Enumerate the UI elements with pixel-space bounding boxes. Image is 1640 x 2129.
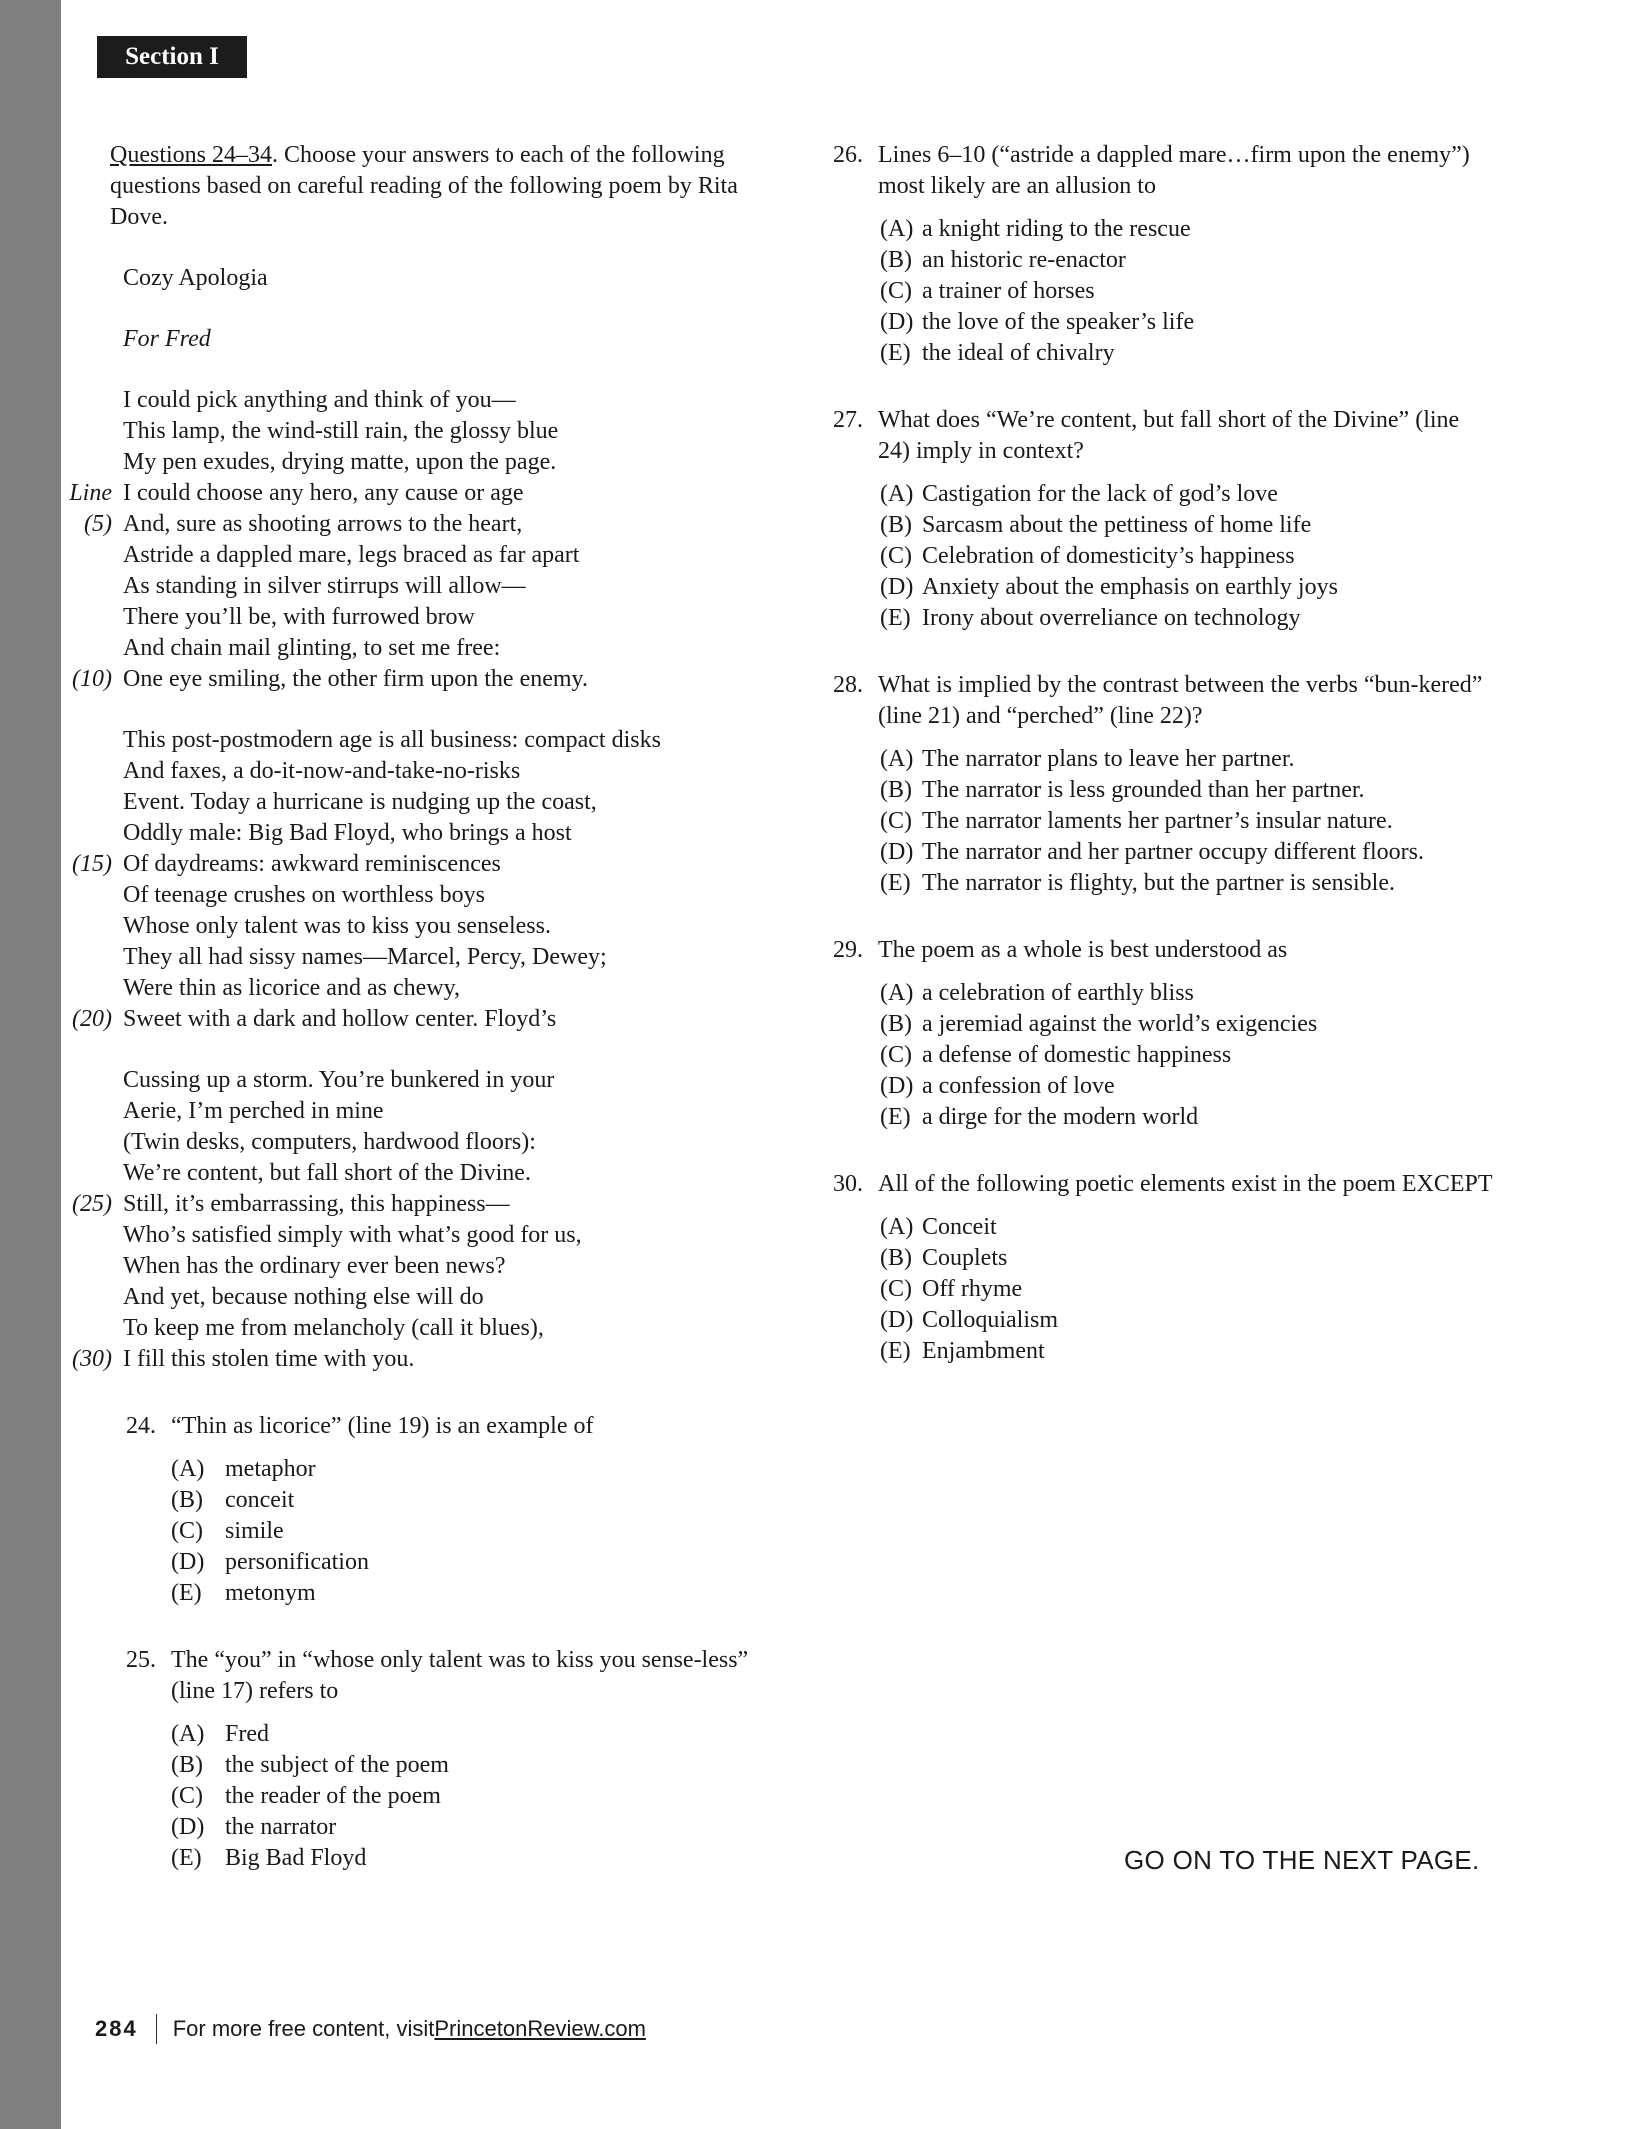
answer-choice[interactable]: [833, 510, 1493, 541]
answer-choice[interactable]: [833, 572, 1493, 603]
question-stem: [833, 405, 1493, 467]
choice-letter: (D): [880, 1073, 914, 1099]
poem-line: [62, 1189, 782, 1220]
question-number: 28.: [833, 672, 863, 698]
question-text: The poem as a whole is best understood as: [878, 937, 1288, 963]
answer-choice[interactable]: [126, 1750, 776, 1781]
choice-letter: (C): [880, 278, 912, 304]
choice-letter: (E): [880, 340, 911, 366]
choice-letter: (D): [880, 309, 914, 335]
choice-letter: (B): [880, 1245, 912, 1271]
choice-letter: (B): [880, 247, 912, 273]
choice-text: Celebration of domesticity’s happiness: [922, 543, 1295, 569]
poem-line: [62, 1127, 782, 1158]
choice-text: The narrator plans to leave her partner.: [922, 746, 1295, 772]
poem-stanza: [62, 1065, 782, 1375]
question-28: [833, 670, 1493, 899]
choice-letter: (A): [171, 1456, 205, 1482]
poem-line: [62, 880, 782, 911]
poem-line: [62, 602, 782, 633]
question-stem: [126, 1645, 776, 1707]
answer-choice[interactable]: [126, 1578, 776, 1609]
choice-letter: (B): [880, 1011, 912, 1037]
poem-body: [62, 385, 782, 1375]
right-column: [833, 140, 1493, 1367]
choice-text: conceit: [225, 1487, 295, 1513]
answer-choice[interactable]: [833, 806, 1493, 837]
choice-text: a trainer of horses: [922, 278, 1095, 304]
answer-choices: [126, 1454, 776, 1609]
question-text: Lines 6–10 (“astride a dappled mare…firm upon the enemy”) most likely are an allusion to: [878, 142, 1470, 199]
poem-line-text: As standing in silver stirrups will allow—: [123, 573, 526, 599]
questions-range: Questions 24–34: [110, 142, 272, 168]
choice-letter: (A): [880, 216, 914, 242]
choice-letter: (D): [171, 1814, 205, 1840]
question-text: What is implied by the contrast between the verbs “bun-kered” (line 21) and “perched” (line 22)?: [878, 672, 1483, 729]
choice-letter: (B): [880, 777, 912, 803]
choice-text: Enjambment: [922, 1338, 1045, 1364]
poem-line-text: Oddly male: Big Bad Floyd, who brings a host: [123, 820, 572, 846]
poem-line-text: Of daydreams: awkward reminiscences: [123, 851, 501, 877]
poem-line-text: Event. Today a hurricane is nudging up the coast,: [123, 789, 597, 815]
question-24: [126, 1411, 776, 1609]
poem-line-text: My pen exudes, drying matte, upon the page.: [123, 449, 557, 475]
right-questions: [833, 140, 1493, 1367]
poem-stanza: [62, 725, 782, 1035]
choice-text: Colloquialism: [922, 1307, 1059, 1333]
poem-line-text: Were thin as licorice and as chewy,: [123, 975, 461, 1001]
question-stem: [833, 1169, 1493, 1200]
choice-text: simile: [225, 1518, 284, 1544]
question-29: [833, 935, 1493, 1133]
questions-intro: [110, 140, 790, 233]
answer-choice[interactable]: [126, 1719, 776, 1750]
poem-line: [62, 509, 782, 540]
footer-text: For more free content, visit: [172, 2016, 435, 2041]
choice-letter: (A): [880, 481, 914, 507]
answer-choice[interactable]: [833, 978, 1493, 1009]
answer-choice[interactable]: [833, 603, 1493, 634]
choice-text: Irony about overreliance on technology: [922, 605, 1301, 631]
choice-text: Off rhyme: [922, 1276, 1023, 1302]
answer-choice[interactable]: [833, 837, 1493, 868]
choice-letter: (A): [880, 1214, 914, 1240]
question-27: [833, 405, 1493, 634]
question-stem: [833, 935, 1493, 966]
answer-choice[interactable]: [833, 868, 1493, 899]
answer-choice[interactable]: [833, 1102, 1493, 1133]
poem-line: [62, 1313, 782, 1344]
poem-line: [62, 787, 782, 818]
poem-line: [62, 540, 782, 571]
question-number: 30.: [833, 1171, 863, 1197]
go-on-notice: GO ON TO THE NEXT PAGE.: [1124, 1845, 1480, 1875]
poem-line-text: To keep me from melancholy (call it blues),: [123, 1315, 544, 1341]
poem-stanza: [62, 385, 782, 695]
poem-line: [62, 1220, 782, 1251]
poem-line-text: Whose only talent was to kiss you senseless.: [123, 913, 551, 939]
poem-line: [62, 1251, 782, 1282]
choice-letter: (E): [880, 605, 911, 631]
poem-line-text: And yet, because nothing else will do: [123, 1284, 484, 1310]
answer-choice[interactable]: [833, 1071, 1493, 1102]
line-number: (10): [72, 666, 112, 692]
poem-line-text: They all had sissy names—Marcel, Percy, Dewey;: [123, 944, 607, 970]
poem-line-text: Astride a dappled mare, legs braced as far apart: [123, 542, 580, 568]
answer-choices: [833, 479, 1493, 634]
poem-line-text: Aerie, I’m perched in mine: [123, 1098, 384, 1124]
poem-line: [62, 911, 782, 942]
choice-text: Fred: [225, 1721, 269, 1747]
poem-line-text: There you’ll be, with furrowed brow: [123, 604, 475, 630]
side-margin-bar: [0, 0, 61, 2129]
choice-text: the love of the speaker’s life: [922, 309, 1195, 335]
choice-text: personification: [225, 1549, 369, 1575]
poem-line: [62, 478, 782, 509]
answer-choice[interactable]: [833, 1305, 1493, 1336]
choice-text: Anxiety about the emphasis on earthly joys: [922, 574, 1338, 600]
choice-letter: (E): [880, 870, 911, 896]
poem-line-text: I could choose any hero, any cause or age: [123, 480, 524, 506]
choice-text: The narrator is less grounded than her partner.: [922, 777, 1365, 803]
poem-line-text: I could pick anything and think of you—: [123, 387, 516, 413]
choice-letter: (E): [171, 1580, 202, 1606]
choice-letter: (A): [171, 1721, 205, 1747]
poem-line: [62, 818, 782, 849]
choice-letter: (D): [880, 839, 914, 865]
left-column: [62, 140, 782, 1874]
answer-choice[interactable]: [833, 214, 1493, 245]
answer-choice[interactable]: [833, 245, 1493, 276]
poem-line: [62, 1282, 782, 1313]
poem-title: Cozy Apologia: [123, 265, 268, 291]
poem-line-text: Of teenage crushes on worthless boys: [123, 882, 485, 908]
answer-choice[interactable]: [833, 775, 1493, 806]
answer-choice[interactable]: [833, 1009, 1493, 1040]
choice-text: Castigation for the lack of god’s love: [922, 481, 1278, 507]
question-stem: [833, 670, 1493, 732]
poem-line: [62, 973, 782, 1004]
question-number: 25.: [126, 1647, 156, 1673]
question-number: 27.: [833, 407, 863, 433]
choice-text: a jeremiad against the world’s exigencies: [922, 1011, 1318, 1037]
poem-line-text: Cussing up a storm. You’re bunkered in your: [123, 1067, 555, 1093]
poem-line-text: And, sure as shooting arrows to the heart,: [123, 511, 523, 537]
answer-choice[interactable]: [833, 276, 1493, 307]
question-text: “Thin as licorice” (line 19) is an example of: [171, 1413, 594, 1439]
poem-line-text: I fill this stolen time with you.: [123, 1346, 415, 1372]
choice-text: the subject of the poem: [225, 1752, 449, 1778]
answer-choice[interactable]: [126, 1547, 776, 1578]
choice-text: a defense of domestic happiness: [922, 1042, 1232, 1068]
intro-text: . Choose your answers to each of the following questions based on careful reading of the following poem by Rita Dove.: [110, 142, 738, 230]
answer-choices: [833, 214, 1493, 369]
choice-letter: (C): [880, 1276, 912, 1302]
choice-text: the ideal of chivalry: [922, 340, 1115, 366]
poem-line: [62, 385, 782, 416]
poem-line: [62, 571, 782, 602]
poem-line-text: And faxes, a do-it-now-and-take-no-risks: [123, 758, 521, 784]
question-25: [126, 1645, 776, 1874]
question-number: 26.: [833, 142, 863, 168]
answer-choice[interactable]: [833, 1212, 1493, 1243]
poem-line: [62, 849, 782, 880]
poem-line-text: Who’s satisfied simply with what’s good for us,: [123, 1222, 582, 1248]
answer-choice[interactable]: [833, 1243, 1493, 1274]
answer-choice[interactable]: [833, 1336, 1493, 1367]
choice-letter: (D): [171, 1549, 205, 1575]
answer-choice[interactable]: [126, 1843, 776, 1874]
answer-choice[interactable]: [833, 307, 1493, 338]
answer-choices: [833, 1212, 1493, 1367]
footer-divider: [156, 2014, 157, 2044]
poem-dedication: For Fred: [123, 326, 211, 352]
line-number: Line: [69, 480, 112, 506]
choice-text: a dirge for the modern world: [922, 1104, 1199, 1130]
poem-line: [62, 942, 782, 973]
choice-letter: (C): [880, 808, 912, 834]
poem-line: [62, 1344, 782, 1375]
choice-text: the reader of the poem: [225, 1783, 441, 1809]
poem-line-text: This lamp, the wind-still rain, the glossy blue: [123, 418, 559, 444]
choice-text: a confession of love: [922, 1073, 1115, 1099]
page-number: 284: [95, 2016, 138, 2041]
choice-text: Big Bad Floyd: [225, 1845, 367, 1871]
question-26: [833, 140, 1493, 369]
answer-choices: [126, 1719, 776, 1874]
left-questions: [126, 1411, 776, 1874]
choice-text: a knight riding to the rescue: [922, 216, 1191, 242]
poem-line: [62, 416, 782, 447]
poem-line-text: And chain mail glinting, to set me free:: [123, 635, 501, 661]
answer-choice[interactable]: [833, 1040, 1493, 1071]
answer-choice[interactable]: [126, 1454, 776, 1485]
choice-letter: (C): [880, 543, 912, 569]
choice-text: Sarcasm about the pettiness of home life: [922, 512, 1312, 538]
poem-line-text: Still, it’s embarrassing, this happiness—: [123, 1191, 510, 1217]
choice-text: the narrator: [225, 1814, 337, 1840]
choice-letter: (A): [880, 980, 914, 1006]
choice-letter: (E): [880, 1338, 911, 1364]
answer-choices: [833, 744, 1493, 899]
choice-text: The narrator is flighty, but the partner is sensible.: [922, 870, 1395, 896]
choice-text: metonym: [225, 1580, 316, 1606]
answer-choice[interactable]: [833, 1274, 1493, 1305]
choice-letter: (E): [171, 1845, 202, 1871]
answer-choice[interactable]: [126, 1781, 776, 1812]
poem-line: [62, 725, 782, 756]
question-stem: [833, 140, 1493, 202]
choice-letter: (D): [880, 574, 914, 600]
section-label: Section I: [125, 43, 219, 70]
question-text: What does “We’re content, but fall short of the Divine” (line 24) imply in context?: [878, 407, 1460, 464]
question-text: All of the following poetic elements exist in the poem EXCEPT: [878, 1171, 1493, 1197]
line-number: (5): [84, 511, 112, 537]
poem-line-text: This post-postmodern age is all business: compact disks: [123, 727, 661, 753]
question-stem: [126, 1411, 776, 1442]
choice-letter: (E): [880, 1104, 911, 1130]
answer-choice[interactable]: [833, 479, 1493, 510]
choice-text: Couplets: [922, 1245, 1008, 1271]
poem-line-text: (Twin desks, computers, hardwood floors):: [123, 1129, 536, 1155]
answer-choice[interactable]: [126, 1485, 776, 1516]
question-text: The “you” in “whose only talent was to kiss you sense-less” (line 17) refers to: [171, 1647, 749, 1704]
choice-letter: (C): [880, 1042, 912, 1068]
choice-text: The narrator and her partner occupy different floors.: [922, 839, 1424, 865]
answer-choice[interactable]: [833, 338, 1493, 369]
choice-text: metaphor: [225, 1456, 316, 1482]
choice-text: an historic re-enactor: [922, 247, 1126, 273]
answer-choice[interactable]: [833, 744, 1493, 775]
answer-choice[interactable]: [833, 541, 1493, 572]
choice-letter: (C): [171, 1783, 203, 1809]
answer-choice[interactable]: [126, 1516, 776, 1547]
question-30: [833, 1169, 1493, 1367]
answer-choices: [833, 978, 1493, 1133]
poem-line: [62, 664, 782, 695]
poem-line: [62, 756, 782, 787]
poem-line: [62, 1065, 782, 1096]
page-footer: [95, 2014, 646, 2044]
princeton-review-link[interactable]: PrincetonReview.com: [434, 2016, 646, 2041]
choice-letter: (C): [171, 1518, 203, 1544]
choice-text: a celebration of earthly bliss: [922, 980, 1194, 1006]
poem-line-text: When has the ordinary ever been news?: [123, 1253, 506, 1279]
choice-text: The narrator laments her partner’s insular nature.: [922, 808, 1393, 834]
choice-letter: (B): [171, 1752, 203, 1778]
poem-line: [62, 1158, 782, 1189]
poem-line: [62, 1096, 782, 1127]
question-number: 29.: [833, 937, 863, 963]
answer-choice[interactable]: [126, 1812, 776, 1843]
poem-line: [62, 1004, 782, 1035]
poem-line: [62, 633, 782, 664]
line-number: (25): [72, 1191, 112, 1217]
choice-letter: (D): [880, 1307, 914, 1333]
section-tab: [97, 36, 247, 78]
choice-text: Conceit: [922, 1214, 997, 1240]
line-number: (30): [72, 1346, 112, 1372]
choice-letter: (B): [171, 1487, 203, 1513]
poem-line-text: One eye smiling, the other firm upon the enemy.: [123, 666, 588, 692]
poem-line-text: Sweet with a dark and hollow center. Floyd’s: [123, 1006, 557, 1032]
question-number: 24.: [126, 1413, 156, 1439]
choice-letter: (A): [880, 746, 914, 772]
line-number: (20): [72, 1006, 112, 1032]
poem-line-text: We’re content, but fall short of the Divine.: [123, 1160, 531, 1186]
line-number: (15): [72, 851, 112, 877]
choice-letter: (B): [880, 512, 912, 538]
poem-line: [62, 447, 782, 478]
